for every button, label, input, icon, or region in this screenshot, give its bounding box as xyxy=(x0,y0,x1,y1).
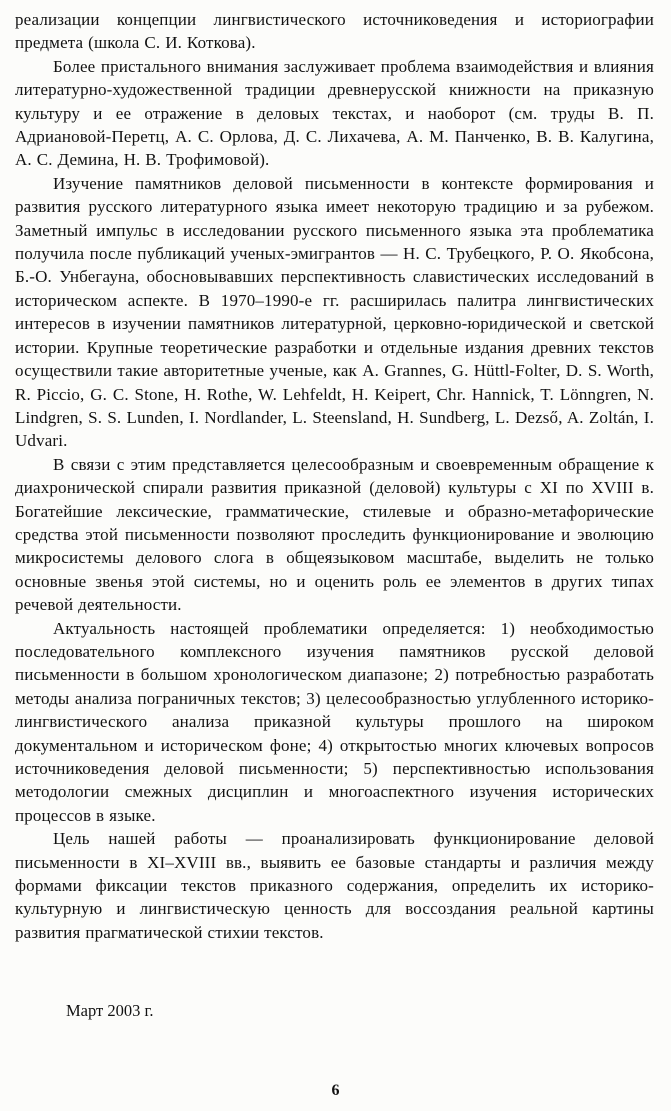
paragraph: Цель нашей работы — проанализировать функционирование деловой письменности в XI–XVIII вв., выявить ее базовые стандарты и различия между формами фиксации текстов приказного содержания, определить их историко-культурную и лингвистическую ценность для воссоздания реальной картины развития прагматической стихии текстов. xyxy=(15,829,654,942)
body-text xyxy=(15,8,654,944)
date-line: Март 2003 г. xyxy=(66,1001,154,1020)
page-number: 6 xyxy=(331,1082,340,1099)
paragraph-continuation: реализации концепции лингвистического источниковедения и историографии предмета (школа С. И. Коткова). xyxy=(15,10,654,53)
paragraph: Изучение памятников деловой письменности в контексте формирования и развития русского литературного языка имеет некоторую традицию и за рубежом. Заметный импульс в исследовании русского письменного языка эта проблематика получила после публикаций ученых-эмигрантов — Н. С. Трубецкого, Р. О. Якобсона, Б.-О. Унбегауна, обосновывавших перспективность славистических исследований в историческом аспекте. В 1970–1990-е гг. расширилась палитра лингвистических интересов в изучении памятников литературной, церковно-юридической и светской истории. Крупные теоретические разработки и отдельные издания древних текстов осуществили такие авторитетные ученые, как A. Grannes, G. Hüttl-Folter, D. S. Worth, R. Piccio, G. C. Stone, H. Rothe, W. Lehfeldt, H. Keipert, Chr. Hannick, T. Lönngren, N. Lindgren, S. S. Lunden, I. Nordlander, L. Steensland, H. Sundberg, L. Dezső, A. Zoltán, I. Udvari. xyxy=(15,173,654,451)
paragraph: Актуальность настоящей проблематики определяется: 1) необходимостью последовательного комплексного изучения памятников русской деловой письменности в большом хронологическом диапазоне; 2) потребностью разработать методы анализа пограничных текстов; 3) целесообразностью углубленного историко-лингвистического анализа приказной культуры прошлого на широком документальном и историческом фоне; 4) открытостью многих ключевых вопросов источниковедения деловой письменности; 5) перспективностью использования методологии смежных дисциплин и многоаспектного изучения исторических процессов в языке. xyxy=(15,618,654,825)
paragraph: В связи с этим представляется целесообразным и своевременным обращение к диахронической спирали развития приказной (деловой) культуры с XI по XVIII в. Богатейшие лексические, грамматические, стилевые и образно-метафорические средства этой письменности позволяют проследить функционирование и эволюцию микросистемы делового слога в общеязыковом масштабе, выделить не только основные звенья этой системы, но и оценить роль ее элементов в других типах речевой деятельности. xyxy=(15,454,654,615)
paragraph: Более пристального внимания заслуживает проблема взаимодействия и влияния литературно-художественной традиции древнерусской книжности на приказную культуру и ее отражение в деловых текстах, и наоборот (см. труды В. П. Адриановой-Перетц, А. С. Орлова, Д. С. Лихачева, А. М. Панченко, В. В. Калугина, А. С. Демина, Н. В. Трофимовой). xyxy=(15,56,654,170)
